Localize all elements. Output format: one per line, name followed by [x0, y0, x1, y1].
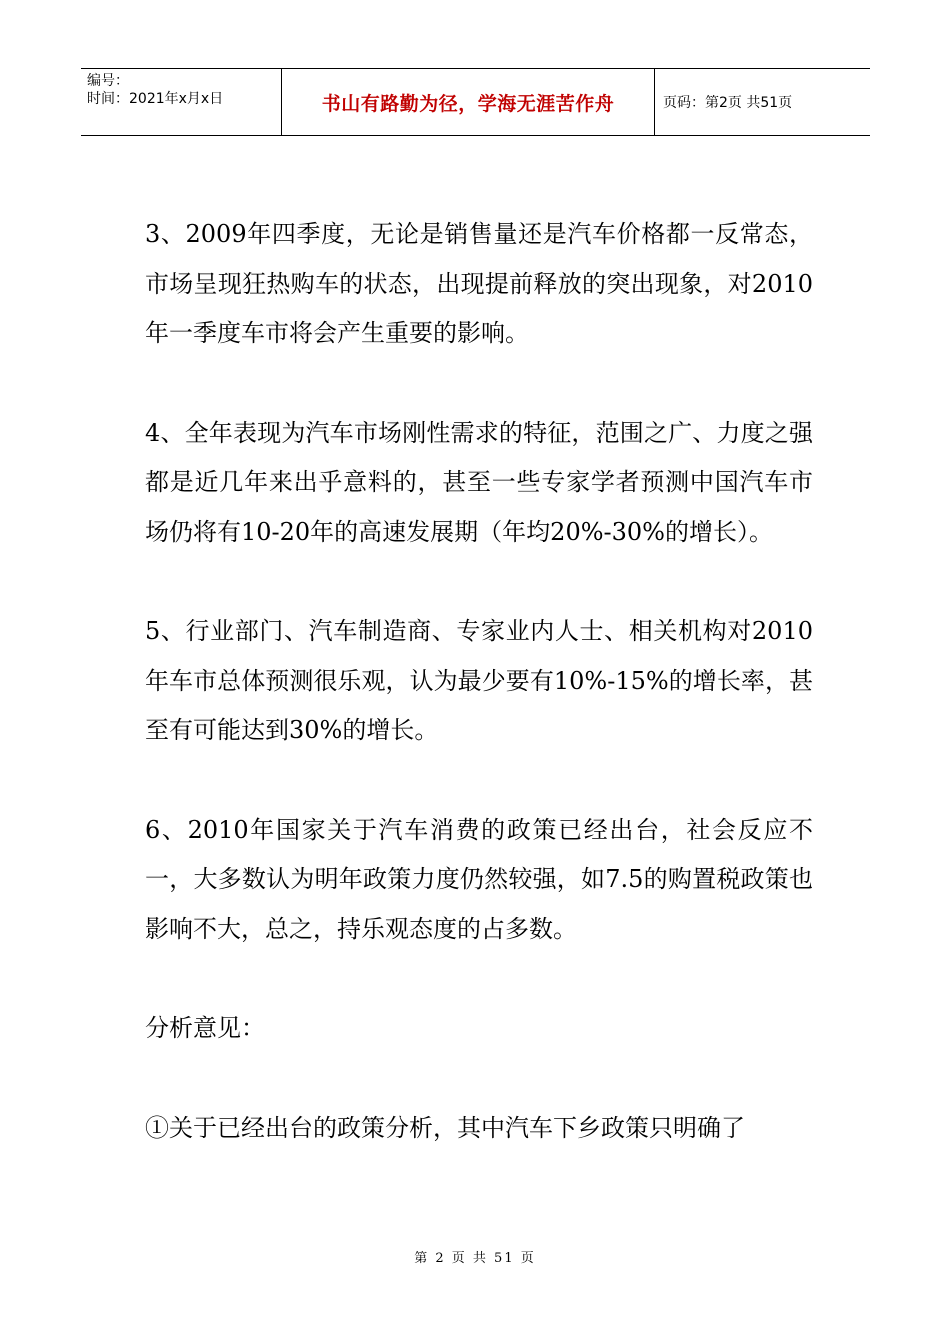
page-header [81, 68, 870, 136]
document-time-label: 时间：2021年x月x日 [87, 91, 224, 107]
analysis-heading: 分析意见： [145, 1014, 265, 1042]
page-footer: 第 2 页 共 51 页 [414, 1251, 536, 1266]
paragraph-6: 6、2010年国家关于汽车消费的政策已经出台，社会反应不一，大多数认为明年政策力度仍然较强，如7.5的购置税政策也影响不大，总之，持乐观态度的占多数。 [145, 815, 813, 943]
header-meta-cell [81, 69, 282, 135]
analysis-item-1: ①关于已经出台的政策分析，其中汽车下乡政策只明确了 [145, 1113, 745, 1142]
document-number-label: 编号： [87, 73, 129, 89]
paragraph-3: 3、2009年四季度，无论是销售量还是汽车价格都一反常态，市场呈现狂热购车的状态，出现提前释放的突出现象，对2010年一季度车市将会产生重要的影响。 [145, 220, 813, 347]
paragraph-5: 5、行业部门、汽车制造商、专家业内人士、相关机构对2010年车市总体预测很乐观，认为最少要有10%-15%的增长率，甚至有可能达到30%的增长。 [145, 617, 813, 744]
header-page-cell [655, 69, 870, 135]
header-motto-cell [282, 69, 655, 135]
header-page-code: 页码：第2页 共51页 [663, 95, 793, 111]
document-body [145, 210, 813, 1153]
paragraph-4: 4、全年表现为汽车市场刚性需求的特征，范围之广、力度之强都是近几年来出乎意料的，甚至一些专家学者预测中国汽车市场仍将有10-20年的高速发展期（年均20%-30%的增长）。 [145, 418, 813, 546]
header-motto: 书山有路勤为径，学海无涯苦作舟 [321, 92, 615, 115]
